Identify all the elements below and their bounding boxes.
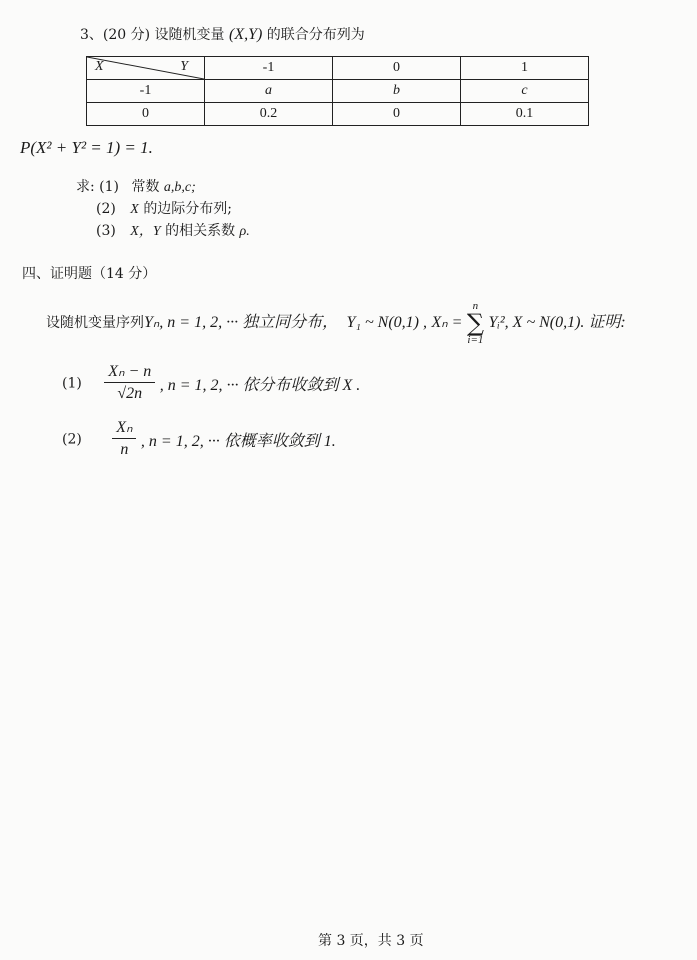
intro-y1: Y₁ ~ N(0,1) , (346, 314, 427, 331)
problem3-heading-text: 3、(20 分) 设随机变量 (80, 27, 225, 43)
table-cell: 0 (333, 103, 461, 126)
question-1 (76, 176, 196, 196)
part1-denominator: √2n (117, 385, 143, 402)
ask2-label: (2) (96, 201, 116, 217)
col-head: 1 (461, 57, 589, 80)
corner-y-label: Y (180, 59, 188, 74)
joint-distribution-table (86, 56, 589, 126)
intro-sequence: Yₙ, n = 1, 2, ··· 独立同分布， (144, 314, 339, 331)
corner-x-label: X (95, 59, 104, 74)
sum-term: Yᵢ², X ~ N(0,1). 证明: (488, 314, 626, 331)
ask1-text: 常数 (131, 179, 160, 195)
row-label: 0 (87, 103, 205, 126)
ask-label: 求: (1) (76, 179, 119, 195)
table-row (87, 103, 589, 126)
part-2 (62, 418, 336, 461)
part1-fraction (104, 362, 155, 405)
sum-lower: i=1 (467, 334, 484, 346)
question-3 (96, 220, 250, 240)
part2-label: (2) (62, 431, 82, 448)
ask1-vars: a,b,c; (163, 180, 196, 195)
part2-tail: , n = 1, 2, ··· 依概率收敛到 1. (140, 433, 336, 450)
row-label: -1 (87, 80, 205, 103)
table-corner-cell (87, 57, 205, 80)
part1-numerator: Xₙ − n (104, 362, 155, 383)
table-cell: 0.1 (461, 103, 589, 126)
table-cell: 0.2 (205, 103, 333, 126)
part2-denominator: n (120, 441, 129, 458)
part1-label: (1) (62, 375, 82, 392)
page-footer: 第 3 页，共 3 页 (318, 933, 424, 949)
problem3-pair: (X,Y) (229, 26, 263, 43)
ask2-var: X (130, 202, 139, 217)
sum-sign: ∑ (466, 309, 484, 337)
intro-text: 设随机变量序列 (46, 315, 144, 331)
problem4-heading: 四、证明题（14 分） (22, 266, 157, 282)
question-2 (96, 198, 232, 218)
ask3-text: 的相关系数 (165, 223, 236, 239)
ask2-text: 的边际分布列; (143, 201, 233, 217)
table-cell: a (205, 80, 333, 103)
col-head: 0 (333, 57, 461, 80)
table-row (87, 80, 589, 103)
probability-condition: P(X² + Y² = 1) = 1. (20, 138, 153, 157)
ask3-label: (3) (96, 223, 116, 239)
ask3-vars: X，Y (130, 224, 161, 239)
sum-upper: n (472, 300, 479, 312)
problem4-intro (46, 300, 626, 346)
intro-xn: Xₙ = (431, 314, 463, 331)
col-head: -1 (205, 57, 333, 80)
ask3-rho: ρ. (239, 224, 250, 239)
table-header-row (87, 57, 589, 80)
part1-tail: , n = 1, 2, ··· 依分布收敛到 X . (159, 377, 361, 394)
problem3-heading-tail: 的联合分布列为 (266, 27, 365, 43)
table-cell: b (333, 80, 461, 103)
part-1 (62, 362, 360, 405)
problem3-heading (80, 24, 365, 44)
table-cell: c (461, 80, 589, 103)
part2-numerator: Xₙ (112, 418, 136, 439)
summation (467, 300, 484, 346)
part2-fraction (112, 418, 136, 461)
